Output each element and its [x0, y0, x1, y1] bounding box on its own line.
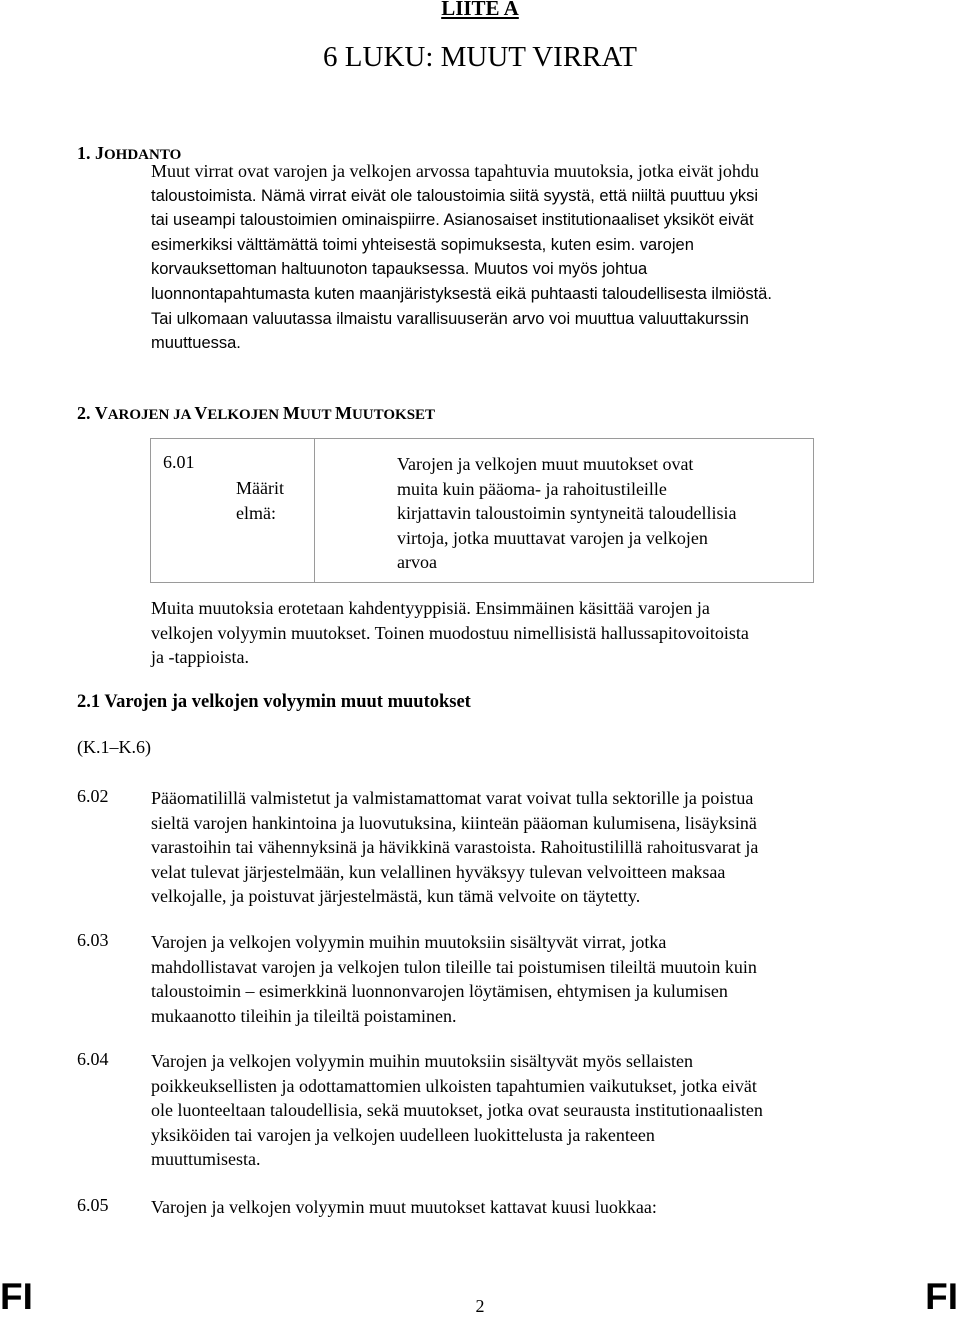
paragraph-line: Pääomatilillä valmistetut ja valmistamattomat varat voivat tulla sektorille ja poistua — [151, 788, 754, 808]
definition-text — [397, 452, 804, 575]
annex-label: LIITE A — [441, 0, 519, 20]
paragraph-line: muuttumisesta. — [151, 1149, 261, 1170]
paragraph-line: velat tulevat järjestelmään, kun velallinen hyväksyy tulevan velvoitteen maksaa — [151, 861, 726, 882]
paragraph-number-6-04: 6.04 — [77, 1049, 109, 1069]
section-2-title-part: AROJEN JA — [107, 407, 195, 423]
definition-line: virtoja, jotka muuttavat varojen ja velkojen — [397, 527, 708, 548]
types-line: ja -tappioista. — [151, 647, 249, 668]
definition-term — [236, 476, 284, 526]
footer-language-right: FI — [925, 1276, 958, 1317]
definition-line: arvoa — [397, 552, 437, 573]
section-1-title-rest: OHDANTO — [104, 147, 182, 163]
section-2-title-part: V — [94, 403, 108, 423]
paragraph-line: yksiköiden tai varojen ja velkojen uudelleen luokittelusta ja rakenteen — [151, 1124, 655, 1145]
intro-line: luonnontapahtumasta kuten maanjäristyksestä eikä puhtaasti taloudellisesta ilmiöstä. — [151, 284, 772, 303]
intro-line: taloustoimista. Nämä virrat eivät ole taloustoimia siitä syystä, että niiltä puuttuu yksi — [151, 186, 759, 205]
intro-line: muuttuessa. — [151, 334, 241, 353]
section-1-number: 1. — [77, 143, 91, 163]
section-1-title-initial: J — [95, 143, 104, 163]
paragraph-6-04 — [151, 1049, 885, 1172]
types-line: Muita muutoksia erotetaan kahdentyyppisiä. Ensimmäinen käsittää varojen ja — [151, 598, 710, 618]
paragraph-line: sieltä varojen hankintoina ja luovutuksina, kiinteän pääoman kulumisena, lisäyksinä — [151, 812, 757, 833]
definition-term-line: elmä: — [236, 503, 276, 523]
definition-line: kirjattavin taloustoimin syntyneitä taloudellisia — [397, 503, 737, 524]
definition-line: muita kuin pääoma- ja rahoitustileille — [397, 478, 667, 499]
paragraph-line: velkojalle, ja poistuvat järjestelmästä, kun tämä velvoite on täytetty. — [151, 886, 641, 907]
paragraph-line: Varojen ja velkojen volyymin muihin muutoksiin sisältyvät virrat, jotka — [151, 932, 667, 952]
definition-term-line: Määrit — [236, 478, 284, 498]
paragraph-6-03 — [151, 930, 885, 1028]
section-2-number: 2. — [77, 403, 91, 423]
footer-language-left: FI — [0, 1276, 33, 1317]
paragraph-line: poikkeuksellisten ja odottamattomien ulkoisten tapahtumien vaikutukset, jotka eivät — [151, 1075, 757, 1096]
intro-paragraph — [151, 159, 885, 356]
intro-line: korvauksettoman haltuunoton tapauksessa. Muutos voi myös johtua — [151, 260, 648, 279]
paragraph-line: Varojen ja velkojen volyymin muut muutokset kattavat kuusi luokkaa: — [151, 1197, 657, 1217]
intro-line: Tai ulkomaan valuutassa ilmaistu varallisuuserän arvo voi muuttua valuuttakurssin — [151, 309, 749, 328]
types-line: velkojen volyymin muutokset. Toinen muodostuu nimellisistä hallussapitovoitoista — [151, 622, 749, 643]
section-2-heading — [77, 403, 435, 424]
paragraph-number-6-03: 6.03 — [77, 930, 109, 950]
section-2-title-part: UUTOKSET — [351, 407, 436, 423]
types-paragraph — [151, 596, 885, 670]
paragraph-6-05 — [151, 1195, 885, 1220]
section-2-title-part: V — [194, 403, 208, 423]
intro-line: tai useampi taloustoimien ominaispiirre. Asianosaiset institutionaaliset yksiköt eivät — [151, 211, 754, 230]
paragraph-line: taloustoimin – esimerkkinä luonnonvarojen löytämisen, ehtymisen ja kulumisen — [151, 981, 728, 1002]
paragraph-line: Varojen ja velkojen volyymin muihin muutoksiin sisältyvät myös sellaisten — [151, 1051, 693, 1071]
intro-line: Muut virrat ovat varojen ja velkojen arvossa tapahtuvia muutoksia, jotka eivät johdu — [151, 161, 759, 181]
section-2-1-heading: 2.1 Varojen ja velkojen volyymin muut muutokset — [77, 692, 471, 712]
intro-line: esimerkiksi välttämättä toimi yhteisestä sopimuksesta, kuten esim. varojen — [151, 235, 694, 254]
section-2-1-reference: (K.1–K.6) — [77, 737, 151, 757]
paragraph-6-02 — [151, 786, 885, 909]
definition-divider — [314, 438, 315, 583]
section-2-title-part: M — [282, 403, 300, 423]
paragraph-line: varastoihin tai vähennyksinä ja hävikkinä varastoista. Rahoitustilillä rahoitusvarat ja — [151, 837, 759, 858]
paragraph-line: mukaanotto tileihin ja tileiltä poistaminen. — [151, 1005, 457, 1026]
page-number: 2 — [475, 1296, 485, 1316]
paragraph-line: mahdollistavat varojen ja velkojen tulon tileille tai poistumisen tileiltä muutoin kuin — [151, 956, 757, 977]
paragraph-number-6-02: 6.02 — [77, 786, 109, 806]
paragraph-line: ole luonteeltaan taloudellisia, sekä muutokset, jotka ovat seurausta institutionaalisten — [151, 1100, 763, 1121]
section-2-title-part: M — [334, 403, 352, 423]
paragraph-number-6-05: 6.05 — [77, 1195, 109, 1215]
definition-number: 6.01 — [163, 452, 195, 472]
chapter-title: 6 LUKU: MUUT VIRRAT — [323, 41, 637, 73]
definition-line: Varojen ja velkojen muut muutokset ovat — [397, 454, 694, 474]
section-2-title-part: UUT — [299, 407, 335, 423]
section-2-title-part: ELKOJEN — [207, 407, 283, 423]
